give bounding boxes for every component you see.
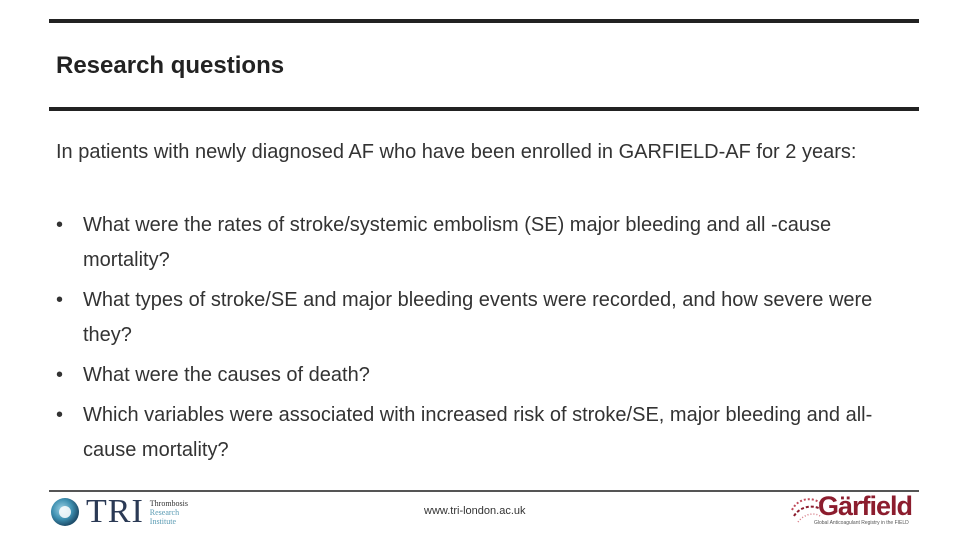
list-item <box>56 358 916 393</box>
garfield-logo-text: Gärfield <box>818 491 913 521</box>
footer-url-link[interactable]: www.tri-london.ac.uk <box>424 505 526 517</box>
bullet-text: What types of stroke/SE and major bleeding events were recorded, and how severe were they? <box>83 289 873 346</box>
bullet-glyph: • <box>56 289 64 311</box>
list-item <box>56 283 916 353</box>
intro-text: In patients with newly diagnosed AF who have been enrolled in GARFIELD-AF for 2 years: <box>56 141 857 163</box>
title-divider <box>49 107 919 111</box>
tri-logo-text: TRI <box>86 493 144 530</box>
garfield-logo <box>790 491 915 530</box>
tri-logo-subtitle: Thrombosis Research Institute <box>149 498 189 526</box>
list-item <box>56 208 916 278</box>
bullet-glyph: • <box>56 404 64 426</box>
top-divider <box>49 19 919 23</box>
footer-divider <box>49 490 919 492</box>
garfield-logo-tagline: Global Anticoagulant Registry in the FIELD <box>814 520 909 526</box>
bullet-glyph: • <box>56 364 64 386</box>
bullet-text: What were the rates of stroke/systemic embolism (SE) major bleeding and all -cause mortality? <box>83 214 832 271</box>
bullet-glyph: • <box>56 214 64 236</box>
tri-globe-icon <box>50 497 80 527</box>
slide-title: Research questions <box>56 52 285 79</box>
list-item <box>56 398 916 468</box>
research-question-list <box>56 208 916 473</box>
tri-logo <box>50 495 188 529</box>
bullet-text: Which variables were associated with increased risk of stroke/SE, major bleeding and all-cause mortality? <box>83 404 873 461</box>
bullet-text: What were the causes of death? <box>83 364 370 386</box>
